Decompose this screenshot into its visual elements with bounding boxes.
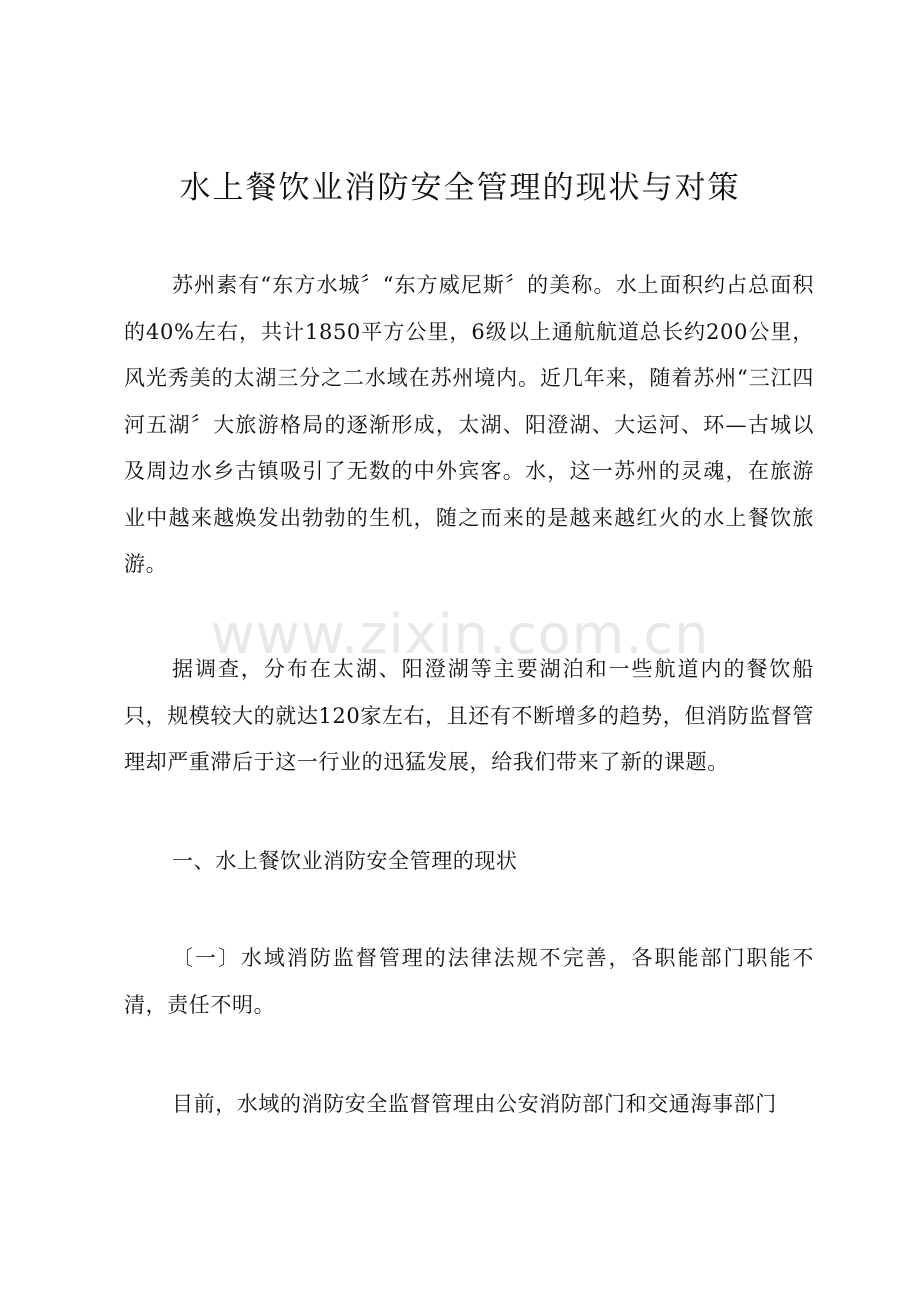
paragraph-survey: 据调查，分布在太湖、阳澄湖等主要湖泊和一些航道内的餐饮船只，规模较大的就达120家左右，且还有不断增多的趋势，但消防监督管理却严重滞后于这一行业的迅猛发展，给我们带来了新的课题。 (124, 657, 814, 774)
paragraph-current: 目前，水域的消防安全监督管理由公安消防部门和交通海事部门 (172, 1092, 777, 1116)
subsection-heading: 〔一〕水域消防监督管理的法律法规不完善，各职能部门职能不清，责任不明。 (124, 946, 814, 1017)
section-heading: 一、水上餐饮业消防安全管理的现状 (172, 849, 518, 873)
watermark-text: www.zixin.com.cn (210, 603, 710, 666)
paragraph-intro: 苏州素有“东方水城〞“东方威尼斯〞的美称。水上面积约占总面积的40%左右，共计1850平方公里，6级以上通航航道总长约200公里，风光秀美的太湖三分之二水域在苏州境内。近几年来，随着苏州“三江四河五湖〞大旅游格局的逐渐形成，太湖、阳澄湖、大运河、环—古城以及周边水乡古镇吸引了无数的中外宾客。水，这一苏州的灵魂，在旅游业中越来越焕发出勃勃的生机，随之而来的是越来越红火的水上餐饮旅游。 (124, 273, 814, 576)
document-title: 水上餐饮业消防安全管理的现状与对策 (179, 170, 741, 206)
